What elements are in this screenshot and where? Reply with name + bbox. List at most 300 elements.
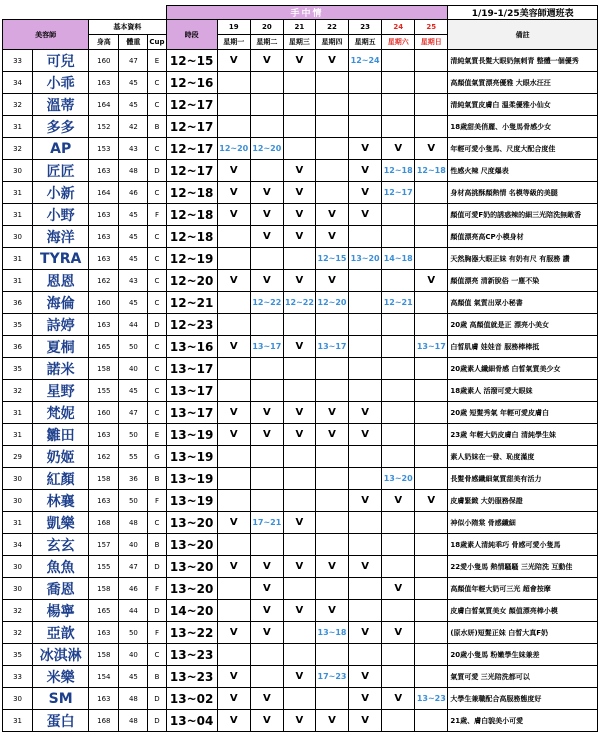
name-cell: 奶姬 (33, 446, 89, 468)
weight-cell: 40 (119, 358, 148, 380)
day-cell: V (283, 270, 315, 292)
note-cell: 顏值可愛F奶的誘惑辣的細三光陪洗無敵香 (448, 204, 598, 226)
day-num: 22 (315, 20, 348, 35)
name-cell: 喬恩 (33, 578, 89, 600)
cup-cell: F (148, 490, 166, 512)
day-cell (283, 468, 315, 490)
day-cell: V (283, 226, 315, 248)
height-cell: 168 (89, 512, 119, 534)
day-cell (283, 138, 315, 160)
slot-cell: 13~17 (166, 380, 217, 402)
slot-cell: 13~19 (166, 424, 217, 446)
age-cell: 31 (3, 710, 33, 732)
weight-cell: 55 (119, 446, 148, 468)
name-cell: 恩恩 (33, 270, 89, 292)
day-cell (217, 468, 250, 490)
table-row (3, 72, 598, 94)
day-cell (315, 72, 348, 94)
corner-blank (3, 6, 167, 20)
note-cell: 白皙肌膚 娃娃音 服務棒棒抵 (448, 336, 598, 358)
day-cell: 17~21 (250, 512, 283, 534)
day-cell (382, 512, 415, 534)
day-cell: V (217, 710, 250, 732)
day-cell (415, 622, 448, 644)
day-cell: 13~18 (315, 622, 348, 644)
cup-cell: F (148, 578, 166, 600)
slot-cell: 12~17 (166, 116, 217, 138)
weight-cell: 50 (119, 424, 148, 446)
day-cell: V (217, 556, 250, 578)
note-cell: 20歲 高顏值就是正 漂亮小美女 (448, 314, 598, 336)
day-cell (415, 468, 448, 490)
day-cell (382, 424, 415, 446)
cup-cell: C (148, 644, 166, 666)
age-cell: 32 (3, 622, 33, 644)
day-cell (217, 644, 250, 666)
day-cell (415, 512, 448, 534)
name-cell: 米樂 (33, 666, 89, 688)
table-row (3, 446, 598, 468)
table-row (3, 270, 598, 292)
day-cell: V (349, 622, 382, 644)
day-cell: V (382, 578, 415, 600)
day-cell (217, 600, 250, 622)
height-cell: 163 (89, 314, 119, 336)
day-label: 星期日 (415, 35, 448, 50)
name-cell: TYRA (33, 248, 89, 270)
cup-cell: C (148, 358, 166, 380)
day-cell (250, 358, 283, 380)
cup-cell: D (148, 688, 166, 710)
name-cell: 可兒 (33, 50, 89, 72)
day-cell (315, 688, 348, 710)
day-cell (349, 314, 382, 336)
slot-cell: 12~19 (166, 248, 217, 270)
day-cell (283, 72, 315, 94)
height-cell: 157 (89, 534, 119, 556)
day-cell: V (250, 600, 283, 622)
day-cell: V (217, 204, 250, 226)
day-cell (382, 116, 415, 138)
day-cell (315, 358, 348, 380)
day-cell: V (283, 424, 315, 446)
slot-cell: 13~20 (166, 578, 217, 600)
day-cell: 17~23 (315, 666, 348, 688)
day-cell (250, 116, 283, 138)
day-cell: V (349, 138, 382, 160)
note-cell: 長髮骨感纖細氣質甜美有活力 (448, 468, 598, 490)
day-cell: V (382, 138, 415, 160)
day-cell (250, 534, 283, 556)
day-cell: V (283, 512, 315, 534)
day-cell (250, 248, 283, 270)
name-cell: 多多 (33, 116, 89, 138)
slot-cell: 13~20 (166, 512, 217, 534)
slot-cell: 13~22 (166, 622, 217, 644)
cup-cell: B (148, 534, 166, 556)
table-row (3, 138, 598, 160)
day-cell: V (217, 622, 250, 644)
sheet-title: 手中情 (166, 6, 448, 20)
day-cell (415, 248, 448, 270)
day-cell (250, 160, 283, 182)
table-row (3, 402, 598, 424)
header-weight: 體重 (119, 35, 148, 50)
day-cell (415, 94, 448, 116)
table-row (3, 116, 598, 138)
day-cell (217, 226, 250, 248)
header-basic: 基本資料 (89, 20, 166, 35)
weight-cell: 45 (119, 248, 148, 270)
age-cell: 36 (3, 336, 33, 358)
header-height: 身高 (89, 35, 119, 50)
weight-cell: 45 (119, 292, 148, 314)
cup-cell: C (148, 270, 166, 292)
day-cell: V (250, 556, 283, 578)
note-cell: 23歲 年輕大奶皮膚白 清純學生妹 (448, 424, 598, 446)
day-cell: V (315, 204, 348, 226)
age-cell: 31 (3, 512, 33, 534)
slot-cell: 13~19 (166, 490, 217, 512)
day-cell: V (250, 50, 283, 72)
weight-cell: 45 (119, 226, 148, 248)
name-cell: 雛田 (33, 424, 89, 446)
age-cell: 35 (3, 358, 33, 380)
day-label: 星期六 (382, 35, 415, 50)
slot-cell: 13~19 (166, 446, 217, 468)
height-cell: 163 (89, 160, 119, 182)
day-cell (250, 72, 283, 94)
height-cell: 163 (89, 72, 119, 94)
weight-cell: 48 (119, 688, 148, 710)
day-cell (349, 578, 382, 600)
table-row (3, 358, 598, 380)
table-row (3, 336, 598, 358)
age-cell: 30 (3, 226, 33, 248)
cup-cell: B (148, 666, 166, 688)
day-cell (349, 116, 382, 138)
day-num: 25 (415, 20, 448, 35)
age-cell: 31 (3, 270, 33, 292)
height-cell: 164 (89, 94, 119, 116)
day-label: 星期三 (283, 35, 315, 50)
day-cell: V (217, 402, 250, 424)
cup-cell: C (148, 94, 166, 116)
table-row (3, 204, 598, 226)
note-cell: 氣質可愛 三光陪洗都可以 (448, 666, 598, 688)
table-row (3, 424, 598, 446)
day-cell (349, 336, 382, 358)
height-cell: 163 (89, 424, 119, 446)
cup-cell: B (148, 116, 166, 138)
day-cell: V (315, 226, 348, 248)
weight-cell: 47 (119, 50, 148, 72)
cup-cell: F (148, 622, 166, 644)
day-cell: V (250, 424, 283, 446)
slot-cell: 13~17 (166, 358, 217, 380)
weight-cell: 43 (119, 270, 148, 292)
day-cell: V (315, 402, 348, 424)
table-row (3, 380, 598, 402)
cup-cell: C (148, 138, 166, 160)
day-cell (415, 204, 448, 226)
day-cell: 12~20 (250, 138, 283, 160)
day-cell (315, 160, 348, 182)
day-cell (217, 292, 250, 314)
day-num: 19 (217, 20, 250, 35)
height-cell: 162 (89, 446, 119, 468)
day-cell: 13~17 (315, 336, 348, 358)
weight-cell: 44 (119, 600, 148, 622)
height-cell: 163 (89, 226, 119, 248)
day-cell: V (250, 688, 283, 710)
age-cell: 34 (3, 534, 33, 556)
name-cell: 凱樂 (33, 512, 89, 534)
day-cell: V (382, 622, 415, 644)
weight-cell: 48 (119, 160, 148, 182)
day-cell: V (250, 204, 283, 226)
table-row (3, 94, 598, 116)
day-cell: V (250, 710, 283, 732)
day-num: 24 (382, 20, 415, 35)
name-cell: 小新 (33, 182, 89, 204)
day-cell (250, 446, 283, 468)
age-cell: 30 (3, 688, 33, 710)
slot-cell: 13~23 (166, 644, 217, 666)
name-cell: 夏桐 (33, 336, 89, 358)
day-cell (349, 512, 382, 534)
weight-cell: 46 (119, 182, 148, 204)
day-cell: V (349, 204, 382, 226)
name-cell: 紅顏 (33, 468, 89, 490)
day-cell: V (349, 490, 382, 512)
day-cell: V (217, 688, 250, 710)
day-cell: V (315, 556, 348, 578)
day-cell (283, 358, 315, 380)
table-row (3, 578, 598, 600)
day-cell: V (315, 600, 348, 622)
height-cell: 158 (89, 578, 119, 600)
height-cell: 165 (89, 336, 119, 358)
note-cell: 皮膚緊緻 大奶服務保證 (448, 490, 598, 512)
day-cell: 12~21 (382, 292, 415, 314)
age-cell: 33 (3, 666, 33, 688)
cup-cell: D (148, 160, 166, 182)
height-cell: 160 (89, 402, 119, 424)
weight-cell: 42 (119, 116, 148, 138)
weight-cell: 36 (119, 468, 148, 490)
day-cell (382, 644, 415, 666)
day-cell: V (382, 688, 415, 710)
slot-cell: 12~20 (166, 270, 217, 292)
day-cell (315, 314, 348, 336)
height-cell: 153 (89, 138, 119, 160)
day-cell: V (250, 622, 283, 644)
note-cell: 皮膚白皙氣質美女 顏值漂亮棒小模 (448, 600, 598, 622)
name-cell: 梵妮 (33, 402, 89, 424)
cup-cell: B (148, 468, 166, 490)
name-cell: 蛋白 (33, 710, 89, 732)
note-cell: 高顏值年輕大奶可三光 超會按摩 (448, 578, 598, 600)
day-cell: V (315, 50, 348, 72)
cup-cell: G (148, 446, 166, 468)
day-cell: 12~22 (283, 292, 315, 314)
age-cell: 30 (3, 578, 33, 600)
age-cell: 32 (3, 138, 33, 160)
day-cell: V (349, 182, 382, 204)
day-cell: V (217, 424, 250, 446)
day-cell (250, 94, 283, 116)
day-cell (415, 556, 448, 578)
slot-cell: 12~17 (166, 160, 217, 182)
name-cell: 詩婷 (33, 314, 89, 336)
weight-cell: 45 (119, 94, 148, 116)
name-cell: 小乖 (33, 72, 89, 94)
day-cell: V (217, 270, 250, 292)
slot-cell: 13~02 (166, 688, 217, 710)
age-cell: 35 (3, 314, 33, 336)
name-cell: 林襄 (33, 490, 89, 512)
day-cell (250, 490, 283, 512)
day-cell (283, 490, 315, 512)
name-cell: AP (33, 138, 89, 160)
weight-cell: 48 (119, 710, 148, 732)
day-cell (349, 292, 382, 314)
cup-cell: C (148, 292, 166, 314)
day-cell: 12~22 (250, 292, 283, 314)
day-cell (382, 380, 415, 402)
note-cell: 20歲素人纖細骨感 白皙氣質美少女 (448, 358, 598, 380)
name-cell: SM (33, 688, 89, 710)
day-cell (250, 644, 283, 666)
height-cell: 163 (89, 204, 119, 226)
day-cell: 13~20 (349, 248, 382, 270)
name-cell: 魚魚 (33, 556, 89, 578)
cup-cell: C (148, 336, 166, 358)
day-cell (315, 116, 348, 138)
cup-cell: E (148, 50, 166, 72)
day-cell: V (315, 424, 348, 446)
age-cell: 31 (3, 204, 33, 226)
date-range: 1/19-1/25美容師週班表 (448, 6, 598, 20)
cup-cell: C (148, 226, 166, 248)
height-cell: 165 (89, 600, 119, 622)
day-cell: 12~20 (315, 292, 348, 314)
day-cell (382, 314, 415, 336)
day-cell (315, 490, 348, 512)
day-num: 21 (283, 20, 315, 35)
day-cell (415, 380, 448, 402)
day-cell: 14~18 (382, 248, 415, 270)
day-cell (415, 446, 448, 468)
note-cell: 18歲甜美俏麗、小隻馬骨感少女 (448, 116, 598, 138)
height-cell: 160 (89, 50, 119, 72)
slot-cell: 12~21 (166, 292, 217, 314)
day-cell: V (349, 402, 382, 424)
cup-cell: C (148, 182, 166, 204)
day-cell: V (349, 424, 382, 446)
cup-cell: D (148, 600, 166, 622)
day-cell (349, 644, 382, 666)
header-cup: Cup (148, 35, 166, 50)
day-cell (283, 248, 315, 270)
day-cell: 12~18 (382, 160, 415, 182)
day-cell: V (250, 578, 283, 600)
name-cell: 星野 (33, 380, 89, 402)
day-cell (283, 622, 315, 644)
age-cell: 35 (3, 644, 33, 666)
day-cell: V (217, 512, 250, 534)
name-cell: 匠匠 (33, 160, 89, 182)
day-cell (349, 72, 382, 94)
height-cell: 158 (89, 468, 119, 490)
slot-cell: 12~15 (166, 50, 217, 72)
day-cell: V (349, 688, 382, 710)
cup-cell: C (148, 402, 166, 424)
weight-cell: 40 (119, 534, 148, 556)
day-cell (415, 666, 448, 688)
age-cell: 31 (3, 424, 33, 446)
table-row (3, 292, 598, 314)
day-cell (217, 534, 250, 556)
height-cell: 155 (89, 556, 119, 578)
day-cell (315, 138, 348, 160)
note-cell: 21歲、膚白貌美小可愛 (448, 710, 598, 732)
day-cell: V (382, 490, 415, 512)
day-cell (315, 446, 348, 468)
age-cell: 32 (3, 600, 33, 622)
height-cell: 158 (89, 358, 119, 380)
header-period: 時段 (166, 20, 217, 50)
day-cell (217, 248, 250, 270)
cup-cell: C (148, 72, 166, 94)
day-cell (382, 226, 415, 248)
day-cell (283, 688, 315, 710)
name-cell: 溫蒂 (33, 94, 89, 116)
day-cell (415, 644, 448, 666)
day-cell (415, 534, 448, 556)
day-cell: V (250, 182, 283, 204)
height-cell: 163 (89, 688, 119, 710)
day-cell (415, 578, 448, 600)
height-cell: 163 (89, 248, 119, 270)
day-cell: V (217, 160, 250, 182)
age-cell: 36 (3, 292, 33, 314)
day-cell (382, 94, 415, 116)
note-cell: 高顏值氣質漂亮優雅 大眼水汪汪 (448, 72, 598, 94)
day-cell (283, 534, 315, 556)
day-cell: V (283, 666, 315, 688)
weight-cell: 46 (119, 578, 148, 600)
day-cell (382, 402, 415, 424)
day-cell: V (283, 160, 315, 182)
day-cell (250, 468, 283, 490)
slot-cell: 13~20 (166, 556, 217, 578)
slot-cell: 13~19 (166, 468, 217, 490)
header-name: 美容師 (3, 20, 89, 50)
day-cell: V (315, 270, 348, 292)
day-cell (250, 314, 283, 336)
day-cell: V (283, 50, 315, 72)
day-label: 星期五 (349, 35, 382, 50)
age-cell: 33 (3, 50, 33, 72)
note-cell: 性感火辣 尺度爆表 (448, 160, 598, 182)
day-cell (315, 182, 348, 204)
day-cell (382, 556, 415, 578)
weight-cell: 50 (119, 490, 148, 512)
age-cell: 30 (3, 468, 33, 490)
day-cell (217, 72, 250, 94)
